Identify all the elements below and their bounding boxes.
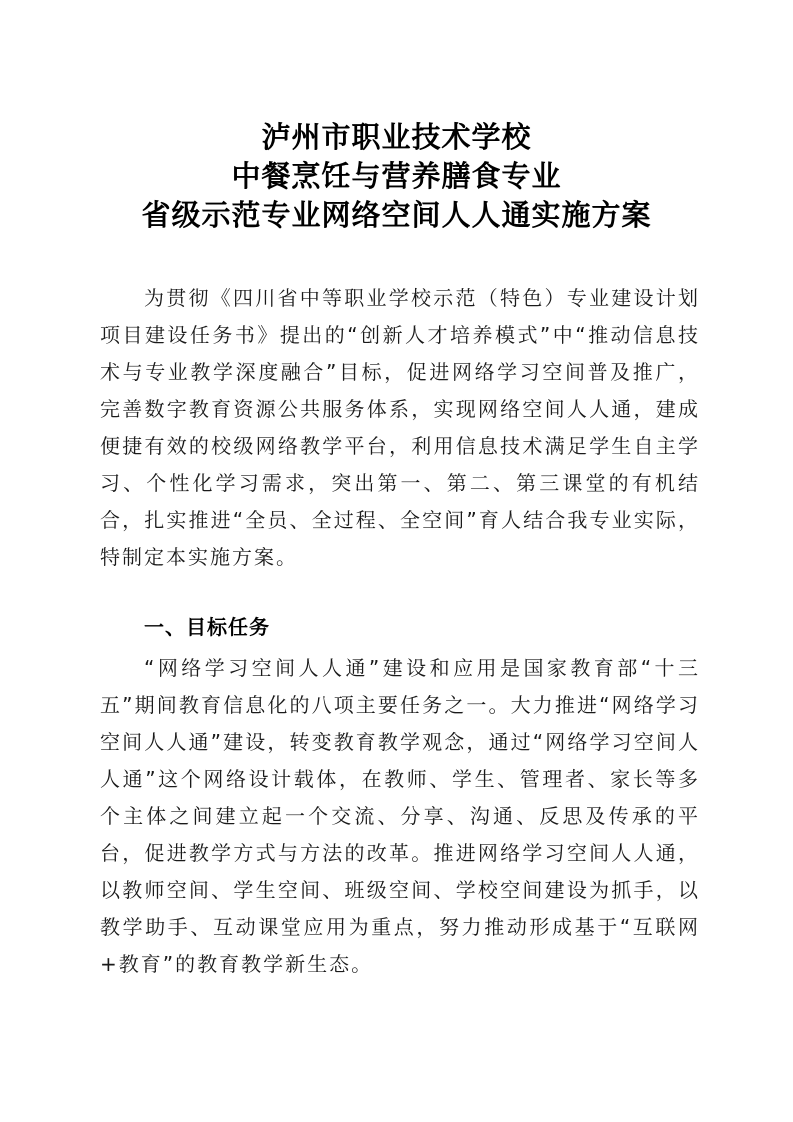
section-heading-goals: 一、目标任务 [144, 615, 270, 639]
title-line-major: 中餐烹饪与营养膳食专业 [231, 159, 562, 193]
title-line-school: 泸州市职业技术学校 [261, 120, 532, 154]
section-goals-paragraph: “网络学习空间人人通”建设和应用是国家教育部“十三五”期间教育信息化的八项主要任务之一。大力推进“网络学习空间人人通”建设，转变教育教学观念，通过“网络学习空间人人通”这个网络设计载体，在教师、学生、管理者、家长等多个主体之间建立起一个交流、分享、沟通、反思及传承的平台，促进教学方式与方法的改革。推进网络学习空间人人通，以教师空间、学生空间、班级空间、学校空间建设为抓手，以教学助手、互动课堂应用为重点，努力推动形成基于“互联网+教育”的教育教学新生态。 [100, 656, 700, 976]
document-title [0, 118, 793, 235]
title-line-plan: 省级示范专业网络空间人人通实施方案 [141, 198, 652, 232]
intro-paragraph: 为贯彻《四川省中等职业学校示范（特色）专业建设计划项目建设任务书》提出的“创新人才培养模式”中“推动信息技术与专业教学深度融合”目标，促进网络学习空间普及推广，完善数字教育资源公共服务体系，实现网络空间人人通，建成便捷有效的校级网络教学平台，利用信息技术满足学生自主学习、个性化学习需求，突出第一、第二、第三课堂的有机结合，扎实推进“全员、全过程、全空间”育人结合我专业实际，特制定本实施方案。 [100, 286, 700, 569]
